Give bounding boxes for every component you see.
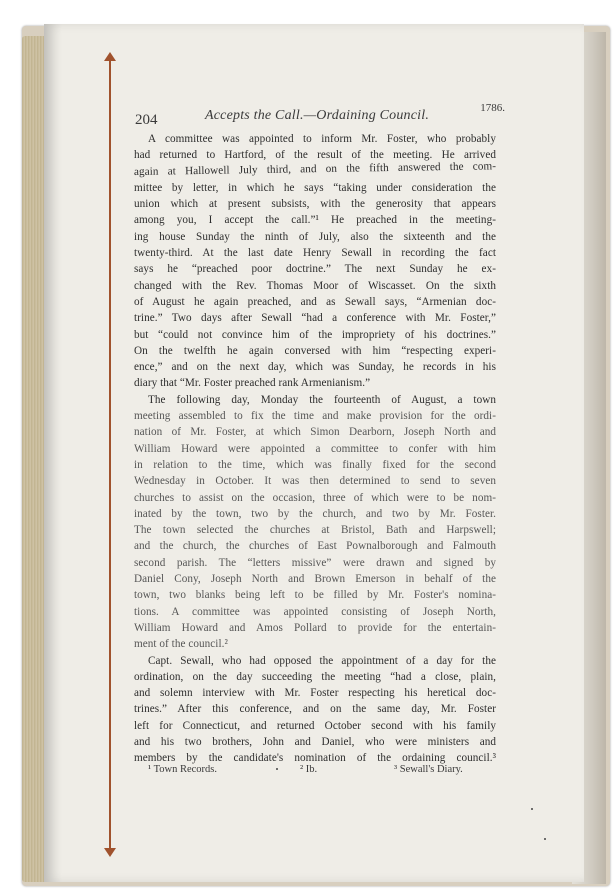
text-line: union which at present subsists, with the generosity that appears [134,198,496,211]
text-line: but “could not convince him of the impropriety of his doctrines.” [134,328,496,341]
text-line: Daniel Cony, Joseph North and Brown Emerson in behalf of the [134,573,496,586]
paper-speck [276,768,278,770]
running-title: Accepts the Call.—Ordaining Council. [205,108,430,123]
footnote-2: ² Ib. [300,764,318,775]
text-line: tions. A committee was appointed consisting of Joseph North, [134,605,496,618]
text-line: Wednesday in October. It was then determined to send to seven [134,475,496,488]
text-line: says he “preached poor doctrine.” The next Sunday he ex- [134,263,496,276]
paper-speck [544,838,546,840]
page-number: 204 [135,112,158,128]
text-line: left for Connecticut, and returned October second with his family [134,719,496,732]
text-line: ment of the council.² [134,638,228,651]
text-line: A committee was appointed to inform Mr. Foster, who probably [148,133,496,145]
text-line: in relation to the time, which was finally fixed for the second [134,458,496,471]
text-line: second parish. The “letters missive” were drawn and signed by [134,556,496,569]
text-line: ing house Sunday the ninth of July, also the sixteenth and the [134,230,496,243]
text-line: William Howard and Amos Pollard to provide for the entertain- [134,621,496,634]
footnotes [148,764,478,780]
text-line: town, two blanks being left to be filled by Mr. Foster's nomina- [134,589,496,602]
text-line: ence,” and on the next day, which was Sunday, he records in his [134,361,496,374]
footnote-1: ¹ Town Records. [148,764,218,775]
text-line: ordination, on the day succeeding the meeting “had a close, plain, [134,670,496,683]
text-line: twenty-third. At the last date Henry Sewall in recording the fact [134,247,496,260]
text-line: William Howard were appointed a committee to confer with him [134,442,496,455]
text-line: The following day, Monday the fourteenth of August, a town [148,393,496,406]
text-line: Capt. Sewall, who had opposed the appointment of a day for the [148,654,496,667]
text-line: inated by the town, two by the church, and two by Mr. Foster. [134,507,496,520]
text-line: again at Hallowell July third, and on the fifth answered the com- [133,159,497,178]
text-line: On the twelfth he again conversed with him “respecting experi- [134,344,496,357]
text-line: mittee by letter, in which he says “taking under consideration the [134,181,496,194]
text-line: meeting assembled to fix the time and make provision for the ordi- [134,410,496,423]
header-year: 1786. [480,102,505,114]
text-line: trine.” Two days after Sewall “had a conference with Mr. Foster,” [134,312,496,325]
text-line: churches to assist on the occasion, three of which were to be nom- [134,491,496,504]
body-text [134,131,496,767]
paper-speck [531,808,533,810]
text-line: members by the candidate's nomination of the ordaining council.³ [134,752,496,765]
text-line: nation of Mr. Foster, at which Simon Dearborn, Joseph North and [134,426,496,439]
measurement-arrow-bottom-icon [104,848,116,857]
measurement-line [109,58,111,852]
text-line: The town selected the churches at Bristol, Bath and Harpswell; [134,524,496,537]
text-line: trines.” After this conference, and on the same day, Mr. Foster [134,703,496,716]
text-line: and his two brothers, John and Daniel, who were ministers and [134,735,496,748]
footnote-3: ³ Sewall's Diary. [394,764,463,775]
text-line: had returned to Hartford, of the result of the meeting. He arrived [134,149,496,162]
text-line: among you, I accept the call.”¹ He preached in the meeting- [134,214,496,227]
running-header [133,102,505,130]
text-line: and solemn interview with Mr. Foster respecting his heretical doc- [134,687,496,700]
text-line: changed with the Rev. Thomas Moor of Wiscasset. On the sixth [134,279,496,292]
text-line: diary that “Mr. Foster preached rank Armenianism.” [134,377,371,390]
text-line: of August he again preached, and as Sewall says, “Armenian doc- [134,295,496,308]
page-gutter-shadow [44,24,62,882]
measurement-arrow-top-icon [104,52,116,61]
text-line: and the church, the churches of East Pownalborough and Falmouth [134,540,496,553]
